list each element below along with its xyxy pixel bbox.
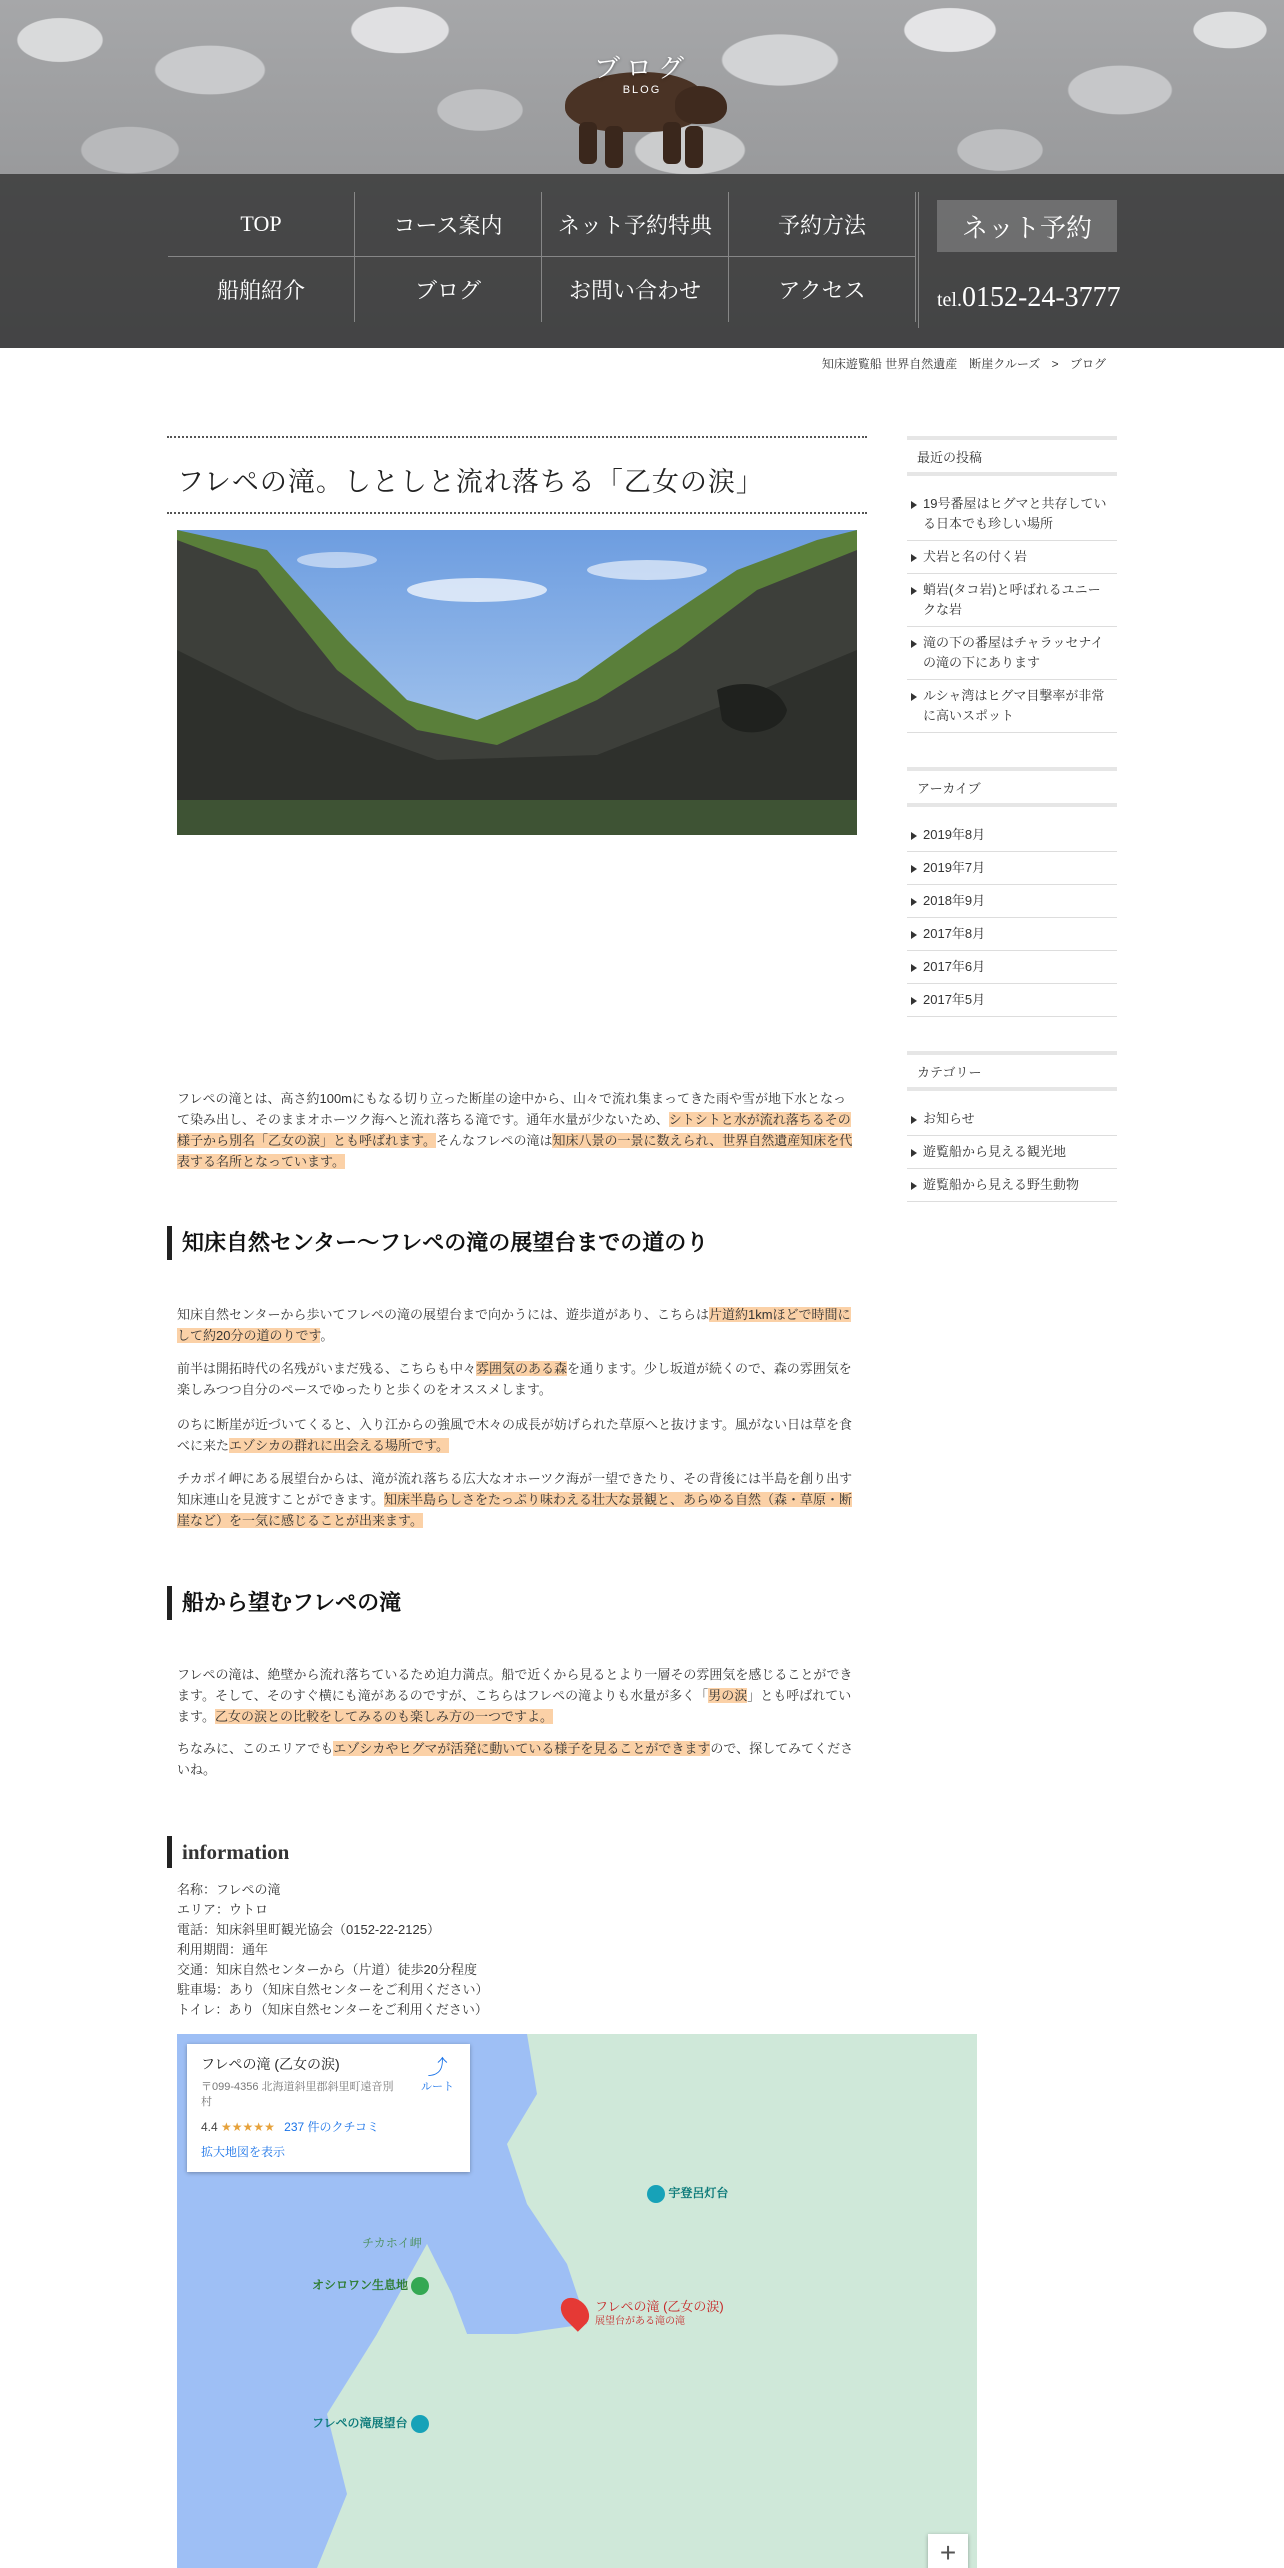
sidebar-recent-item[interactable]: 滝の下の番屋はチャラッセナイの滝の下にあります bbox=[907, 627, 1117, 680]
map-route-button[interactable] bbox=[421, 2058, 454, 2094]
waterfall-photo bbox=[177, 530, 857, 835]
header-hero bbox=[0, 0, 1284, 348]
intro-text-1: フレペの滝とは、高さ約100mにもなる切り立った断崖の途中から、山々で流れ集まってきた雨や雪が地下水となって染み出し、そのままオホーツク海へと流れ落ちる滝です。通年水量が少ないため、 bbox=[177, 1091, 846, 1127]
sidebar-archive-item[interactable]: 2018年9月 bbox=[907, 885, 1117, 918]
intro-highlight-2: 知床八景の一景に数えられ、世界自然遺産知床を代表する名所となっています。 bbox=[177, 1133, 853, 1169]
map-route-label: ルート bbox=[421, 2081, 454, 2093]
sidebar-archive-item[interactable]: 2017年6月 bbox=[907, 951, 1117, 984]
boat-p2-text-1: ちなみに、このエリアでも bbox=[177, 1741, 334, 1756]
sidebar-category-title: カテゴリー bbox=[907, 1051, 1117, 1091]
viewpoint-icon bbox=[411, 2415, 429, 2433]
breadcrumb-home[interactable]: 知床遊覧船 世界自然遺産 断崖クルーズ bbox=[821, 357, 1041, 371]
directions-icon: ⤴ bbox=[427, 2057, 448, 2079]
map-place-name: フレペの滝 (乙女の涙) bbox=[201, 2056, 340, 2072]
breadcrumb-separator: > bbox=[1051, 357, 1059, 371]
map-place-card bbox=[187, 2044, 470, 2172]
sidebar-recent-item[interactable]: ルシャ湾はヒグマ目撃率が非常に高いスポット bbox=[907, 680, 1117, 733]
section-heading-boat: 船から望むフレペの滝 bbox=[167, 1586, 401, 1620]
map-reviews-link[interactable]: 237 件のクチコミ bbox=[284, 2120, 380, 2134]
sidebar-recent-item[interactable]: 犬岩と名の付く岩 bbox=[907, 541, 1117, 574]
boat-p2-text-2: ので、探してみてくださいね。 bbox=[177, 1741, 854, 1777]
page-title: ブログ bbox=[593, 54, 690, 83]
info-parking: 駐車場：あり（知床自然センターをご利用ください） bbox=[177, 1982, 489, 1997]
star-icon: ★★★★★ bbox=[221, 2120, 275, 2134]
map-label-falls: フレペの滝 (乙女の涙) bbox=[595, 2299, 724, 2314]
boat-p1-text-1: フレペの滝は、絶壁から流れ落ちているため迫力満点。船で近くから見るとより一層その雰囲気を感じることができます。そして、そのすぐ横にも滝があるのですが、こちらはフレペの滝よりも水量が多く「 bbox=[177, 1667, 853, 1703]
nav-online-benefits[interactable]: ネット予約特典 bbox=[542, 192, 729, 257]
intro-paragraph bbox=[177, 1088, 857, 1172]
map-rating bbox=[201, 2118, 456, 2135]
map-lighthouse-text: 宇登呂灯台 bbox=[668, 2186, 729, 2200]
online-booking-button[interactable]: ネット予約 bbox=[937, 200, 1117, 252]
boat-p1-highlight-1: 男の涙 bbox=[708, 1688, 748, 1703]
tel-prefix: tel. bbox=[937, 289, 962, 311]
route-p1-text-1: 知床自然センターから歩いてフレペの滝の展望台まで向かうには、遊歩道があり、こちらは bbox=[177, 1307, 709, 1322]
info-name: 名称：フレペの滝 bbox=[177, 1882, 281, 1897]
post-title: フレペの滝。しとしと流れ落ちる「乙女の涙」 bbox=[177, 467, 764, 497]
main-nav bbox=[0, 174, 1284, 348]
page-subtitle: BLOG bbox=[622, 84, 662, 96]
map-label-lighthouse[interactable] bbox=[647, 2184, 728, 2203]
lighthouse-icon bbox=[647, 2185, 665, 2203]
sidebar-category-item[interactable]: お知らせ bbox=[907, 1103, 1117, 1136]
map-label-falls-sub: 展望台がある滝の滝 bbox=[595, 2316, 685, 2327]
sidebar-recent-list bbox=[907, 488, 1117, 733]
tel-number: 0152-24-3777 bbox=[962, 282, 1121, 313]
map-zoom-in-button[interactable]: + bbox=[928, 2534, 968, 2568]
nav-courses[interactable]: コース案内 bbox=[355, 192, 542, 257]
nav-blog[interactable]: ブログ bbox=[355, 257, 542, 322]
sidebar bbox=[907, 436, 1117, 1202]
sidebar-archive-item[interactable]: 2017年8月 bbox=[907, 918, 1117, 951]
route-paragraph-2 bbox=[177, 1358, 857, 1400]
boat-p1-text-2: 」とも呼ばれています。 bbox=[177, 1688, 852, 1724]
route-p4-text-1: チカポイ岬にある展望台からは、滝が流れ落ちる広大なオホーツク海が一望できたり、その背後には半島を創り出す知床連山を見渡すことができます。 bbox=[177, 1471, 853, 1507]
information-list bbox=[177, 1880, 488, 2020]
boat-p1-highlight-2: 乙女の涙との比較をしてみるのも楽しみ方の一つですよ。 bbox=[214, 1709, 553, 1724]
park-icon bbox=[411, 2277, 429, 2295]
boat-paragraph-2 bbox=[177, 1738, 857, 1780]
sidebar-category-list bbox=[907, 1103, 1117, 1202]
nav-how-to-book[interactable]: 予約方法 bbox=[729, 192, 916, 257]
route-paragraph-1 bbox=[177, 1304, 857, 1346]
sidebar-archive-item[interactable]: 2019年7月 bbox=[907, 852, 1117, 885]
info-phone: 電話：知床斜里町観光協会（0152-22-2125） bbox=[177, 1922, 440, 1937]
sidebar-recent-title: 最近の投稿 bbox=[907, 436, 1117, 476]
route-p1-highlight: 片道約1kmほどで時間にして約20分の道のりです bbox=[177, 1307, 851, 1343]
map-seal-text: オシロワン生息地 bbox=[312, 2278, 409, 2292]
sidebar-archive-list bbox=[907, 819, 1117, 1017]
route-paragraph-3 bbox=[177, 1414, 857, 1456]
information-heading: information bbox=[167, 1836, 289, 1868]
info-area: エリア：ウトロ bbox=[177, 1902, 269, 1917]
section-heading-route: 知床自然センター～フレペの滝の展望台までの道のり bbox=[167, 1226, 708, 1260]
map-address: 〒099-4356 北海道斜里郡斜里町遠音別村 bbox=[201, 2081, 394, 2108]
route-p2-text-1: 前半は開拓時代の名残がいまだ残る、こちらも中々 bbox=[177, 1361, 477, 1376]
route-p3-text-1: のちに断崖が近づいてくると、入り江からの強風で木々の成長が妨げられた草原へと抜けます。風がない日は草を食べに来た bbox=[177, 1417, 852, 1453]
route-p2-text-2: を通ります。少し坂道が続くので、森の雰囲気を楽しみつつ自分のペースでゆったりと歩くのをオススメします。 bbox=[177, 1361, 852, 1397]
route-p1-text-2: 。 bbox=[320, 1328, 334, 1343]
sidebar-category-item[interactable]: 遊覧船から見える野生動物 bbox=[907, 1169, 1117, 1202]
info-period: 利用期間：通年 bbox=[177, 1942, 269, 1957]
intro-highlight-1: シトシトと水が流れ落ちるその様子から別名「乙女の涙」とも呼ばれます。 bbox=[177, 1112, 851, 1148]
boat-p2-highlight: エゾシカやヒグマが活発に動いている様子を見ることができます bbox=[333, 1741, 711, 1756]
sidebar-category-item[interactable]: 遊覧船から見える観光地 bbox=[907, 1136, 1117, 1169]
breadcrumb-current: ブログ bbox=[1069, 357, 1106, 371]
map-viewpoint-text: フレペの滝展望台 bbox=[312, 2416, 408, 2430]
route-p4-highlight: 知床半島らしさをたっぷり味わえる壮大な景観と、あらゆる自然（森・草原・断崖など）を一気に感じることが出来ます。 bbox=[177, 1492, 852, 1528]
intro-text-2: そんなフレペの滝は bbox=[435, 1133, 553, 1148]
sidebar-archive-title: アーカイブ bbox=[907, 767, 1117, 807]
google-map[interactable] bbox=[177, 2034, 977, 2568]
route-paragraph-4 bbox=[177, 1468, 857, 1531]
route-p2-highlight: 雰囲気のある森 bbox=[476, 1361, 568, 1376]
sidebar-recent-item[interactable]: 蛸岩(タコ岩)と呼ばれるユニークな岩 bbox=[907, 574, 1117, 627]
boat-paragraph-1 bbox=[177, 1664, 857, 1727]
sidebar-archive-item[interactable]: 2019年8月 bbox=[907, 819, 1117, 852]
nav-top[interactable]: TOP bbox=[168, 192, 355, 257]
nav-ships[interactable]: 船舶紹介 bbox=[168, 257, 355, 322]
map-pin-falls[interactable] bbox=[563, 2296, 587, 2328]
sidebar-archive-item[interactable]: 2017年5月 bbox=[907, 984, 1117, 1017]
map-view-larger-link[interactable]: 拡大地図を表示 bbox=[201, 2145, 286, 2159]
sidebar-recent-item[interactable]: 19号番屋はヒグマと共存している日本でも珍しい場所 bbox=[907, 488, 1117, 541]
map-rating-value: 4.4 bbox=[201, 2120, 218, 2134]
phone-number[interactable] bbox=[937, 282, 1121, 314]
nav-access[interactable]: アクセス bbox=[729, 257, 916, 322]
breadcrumb bbox=[818, 355, 1110, 372]
map-label-viewpoint[interactable] bbox=[312, 2414, 429, 2433]
info-transport: 交通：知床自然センターから（片道）徒歩20分程度 bbox=[177, 1962, 477, 1977]
map-label-seal[interactable] bbox=[312, 2276, 429, 2295]
route-p3-highlight: エゾシカの群れに出会える場所です。 bbox=[229, 1438, 449, 1453]
nav-contact[interactable]: お問い合わせ bbox=[542, 257, 729, 322]
post-header bbox=[167, 436, 867, 514]
info-toilet: トイレ：あり（知床自然センターをご利用ください） bbox=[177, 2002, 488, 2017]
map-label-cape: チカホイ岬 bbox=[362, 2236, 422, 2250]
